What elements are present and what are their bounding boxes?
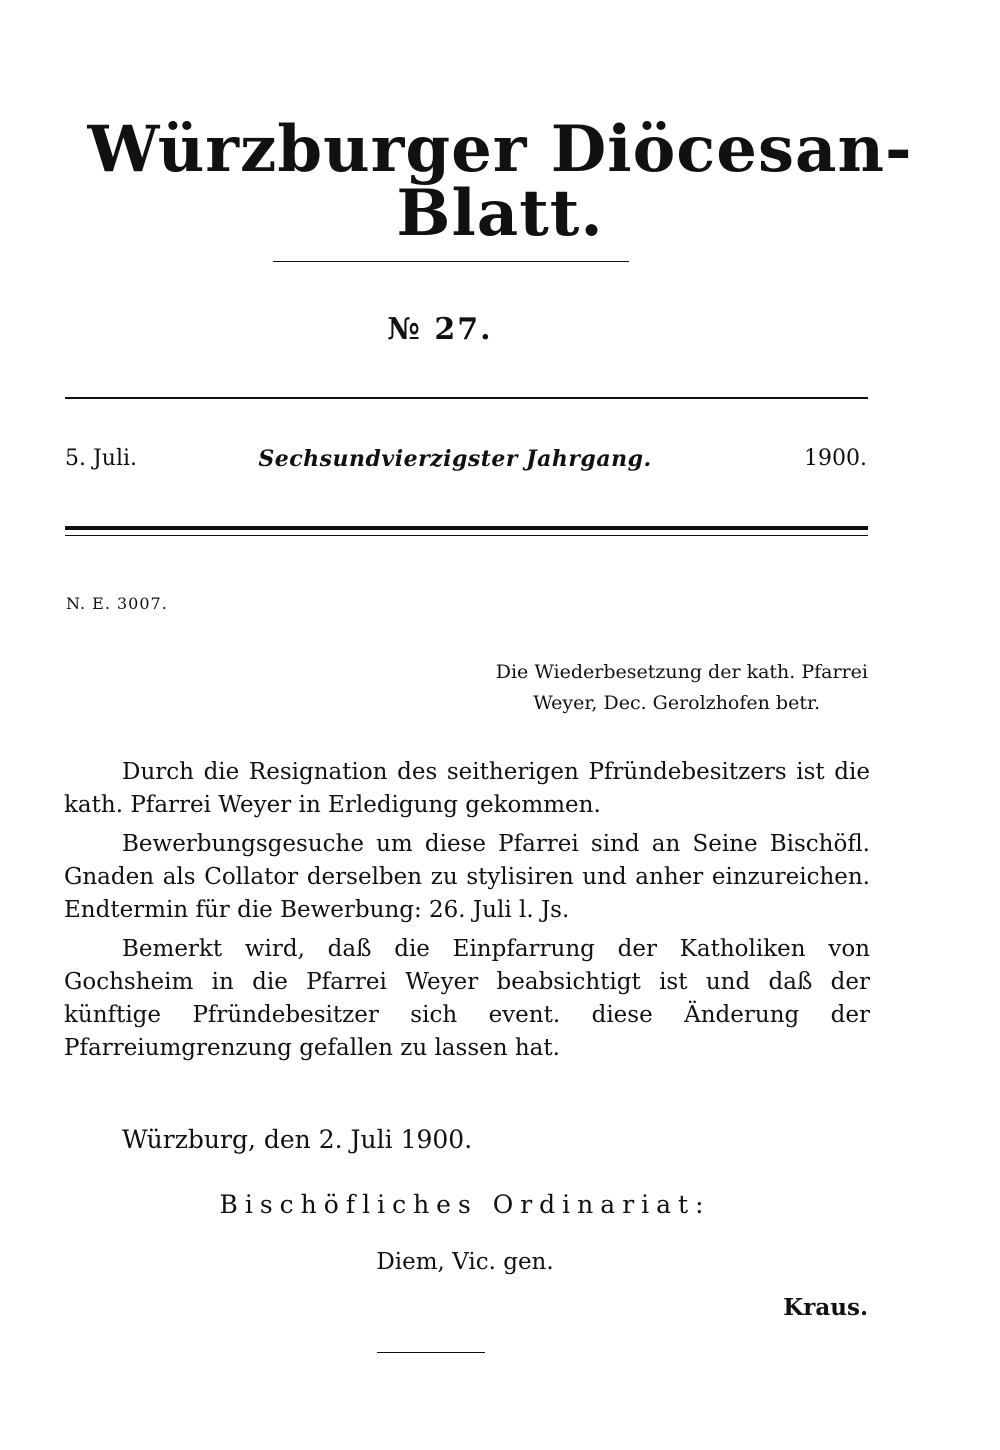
- body-paragraph: Bemerkt wird, daß die Einpfarrung der Katholiken von Gochsheim in die Pfarrei Weyer beabsichtigt ist und daß der künftige Pfründebesitzer sich event. diese Änderung der Pfarreiumgrenzung gefallen zu lassen hat.: [64, 936, 870, 1061]
- subject-line-1: Die Wiederbesetzung der kath. Pfarrei: [495, 661, 868, 683]
- issue-year: 1900.: [804, 446, 867, 471]
- body-paragraph: Bewerbungsgesuche um diese Pfarrei sind an Seine Bischöfl. Gnaden als Collator derselben zu stylisiren und anher einzureichen. Endtermin für die Bewerbung: 26. Juli l. Js.: [64, 831, 870, 923]
- subject-heading: [468, 657, 868, 719]
- header-bottom-rule-thick: [65, 526, 868, 530]
- subject-line-2: Weyer, Dec. Gerolzhofen betr.: [533, 692, 820, 714]
- closing-divider: [377, 1352, 485, 1353]
- header-top-rule: [65, 397, 868, 399]
- title-divider: [273, 261, 629, 262]
- header-bottom-rule-thin: [65, 535, 868, 536]
- issue-date: 5. Juli.: [65, 446, 138, 471]
- reference-number: N. E. 3007.: [66, 594, 168, 613]
- body-paragraph: Durch die Resignation des seitherigen Pfründebesitzers ist die kath. Pfarrei Weyer in Erledigung gekommen.: [64, 759, 870, 818]
- issue-number: № 27.: [387, 312, 493, 347]
- body-text: [64, 756, 870, 1071]
- issuing-office: Bischöfliches Ordinariat:: [219, 1190, 711, 1219]
- masthead-title: Würzburger Diöcesan-Blatt.: [87, 112, 913, 251]
- volume-label: Sechsundvierzigster Jahrgang.: [258, 446, 652, 472]
- secretary-signature: Kraus.: [783, 1294, 868, 1321]
- place-date-line: Würzburg, den 2. Juli 1900.: [122, 1125, 473, 1154]
- vicar-general-signature: Diem, Vic. gen.: [376, 1249, 554, 1275]
